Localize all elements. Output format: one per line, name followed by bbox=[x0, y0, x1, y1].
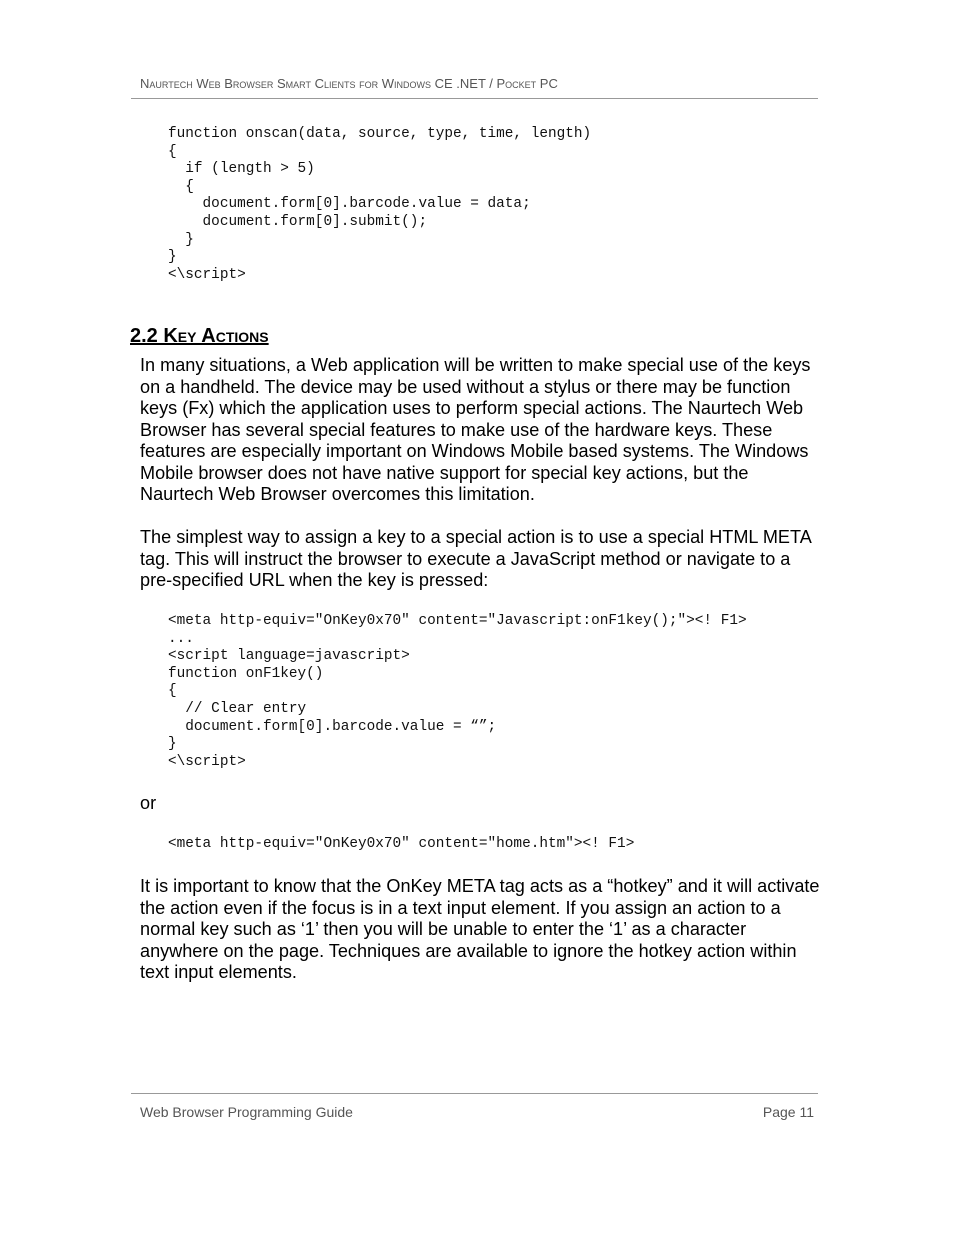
code-block-onscan: function onscan(data, source, type, time, length) { if (length > 5) { document.form[0].barcode.value = data; document.form[0].submit(); } } <\script> bbox=[168, 126, 592, 283]
footer-title: Web Browser Programming Guide bbox=[140, 1104, 353, 1120]
footer-divider bbox=[131, 1093, 818, 1094]
header-divider bbox=[131, 98, 818, 99]
or-text: or bbox=[140, 793, 157, 813]
code-block-onkey-javascript: <meta http-equiv="OnKey0x70" content="Javascript:onF1key();"><! F1> ... <script language=javascript> function onF1key() { // Clear entry document.form[0].barcode.value = “”; } <\script> bbox=[168, 613, 747, 770]
paragraph-key-actions-intro: In many situations, a Web application will be written to make special use of the keys on a handheld. The device may be used without a stylus or there may be function keys (Fx) which the application uses to perform special actions. The Naurtech Web Browser has several special features to make use of the hardware keys. These features are especially important on Windows Mobile based systems. The Windows Mobile browser does not have native support for special key actions, but the Naurtech Web Browser overcomes this limitation. bbox=[140, 355, 811, 504]
paragraph-hotkey-note: It is important to know that the OnKey META tag acts as a “hotkey” and it will activate the action even if the focus is in a text input element. If you assign an action to a normal key such as ‘1’ then you will be unable to enter the ‘1’ as a character anywhere on the page. Techniques are available to ignore the hotkey action within text input elements. bbox=[140, 876, 820, 982]
page-number: Page 11 bbox=[762, 1104, 814, 1120]
code-block-onkey-url: <meta http-equiv="OnKey0x70" content="home.htm"><! F1> bbox=[168, 836, 635, 852]
paragraph-meta-tag: The simplest way to assign a key to a special action is to use a special HTML META tag. This will instruct the browser to execute a JavaScript method or navigate to a pre-specified URL when the key is pressed: bbox=[140, 527, 811, 590]
section-heading: 2.2 Key Actions bbox=[130, 325, 269, 347]
page-header: Naurtech Web Browser Smart Clients for Windows CE .NET / Pocket PC bbox=[140, 76, 558, 91]
